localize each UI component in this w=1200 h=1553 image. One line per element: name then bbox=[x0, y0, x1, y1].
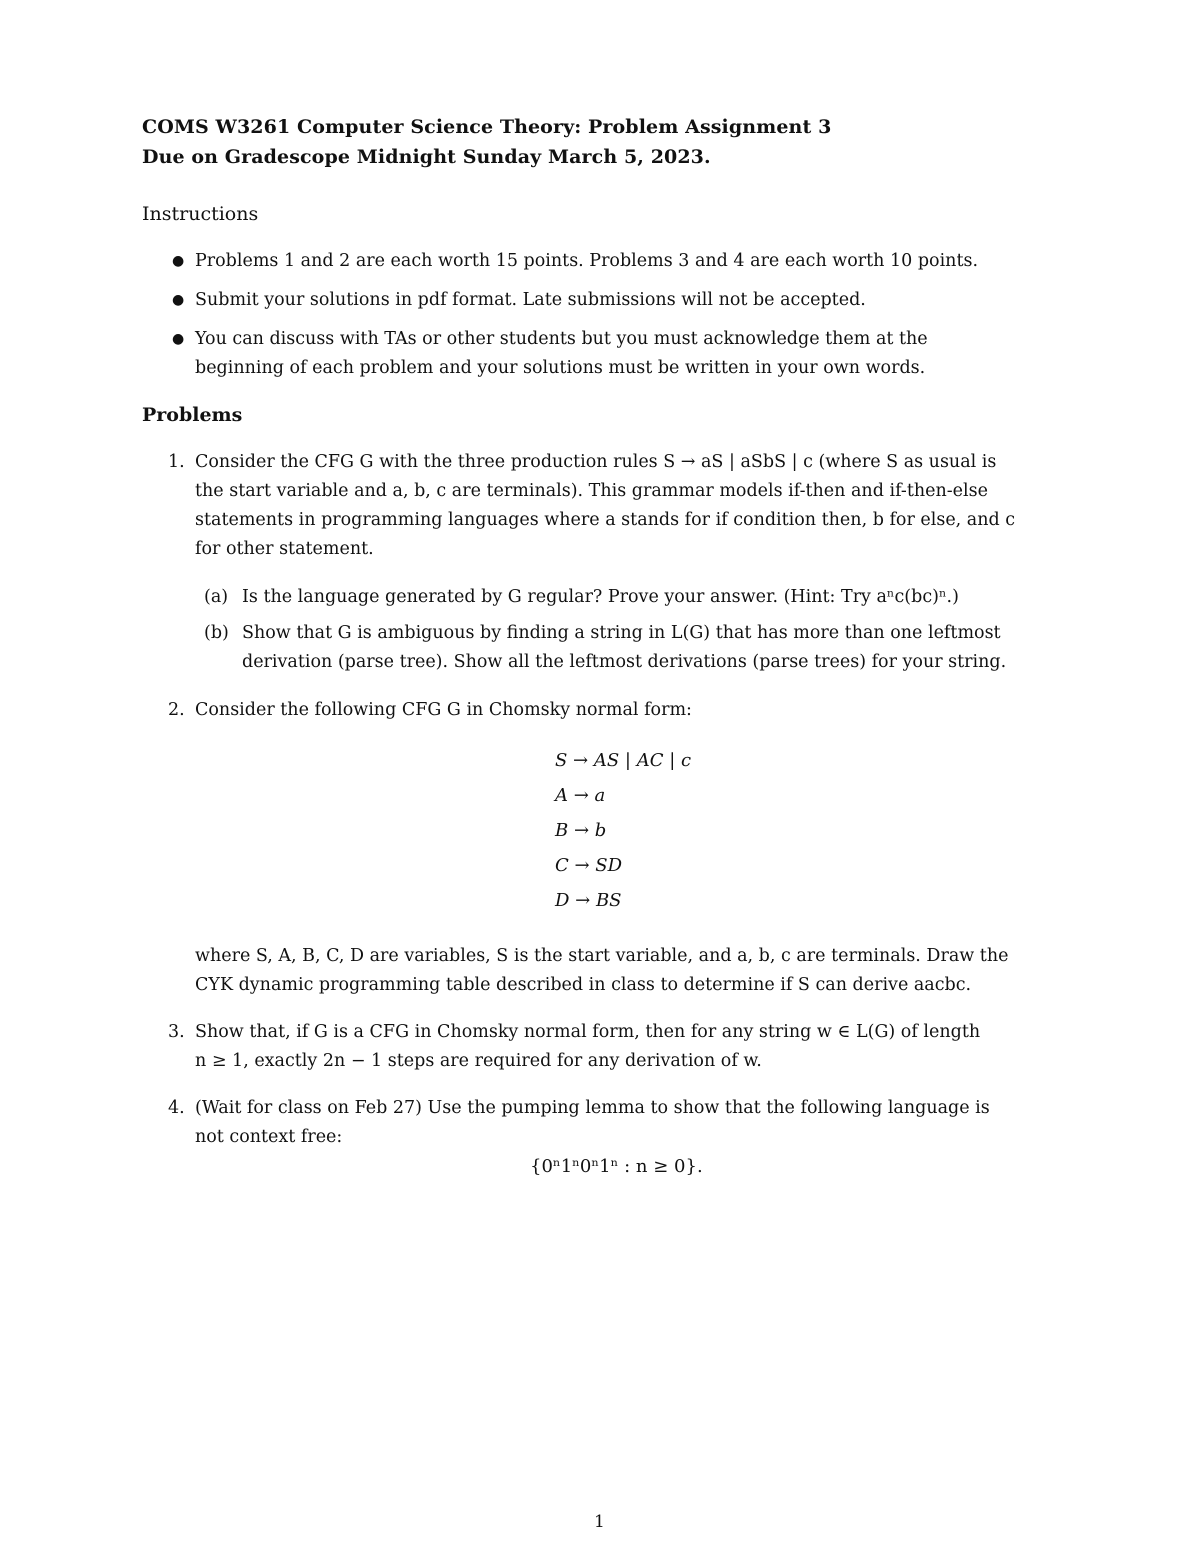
problem-1b-line1: Show that G is ambiguous by finding a string in L(G) that has more than one leftmost bbox=[242, 623, 1001, 643]
due-date-line: Due on Gradescope Midnight Sunday March 5, 2023. bbox=[142, 146, 711, 168]
language-formula: {0ⁿ1ⁿ0ⁿ1ⁿ : n ≥ 0}. bbox=[530, 1156, 703, 1177]
problem-2-intro: Consider the following CFG G in Chomsky normal form: bbox=[195, 700, 692, 720]
problems-heading: Problems bbox=[142, 404, 243, 426]
subproblem-label: (b) bbox=[204, 623, 229, 643]
problem-number: 2. bbox=[168, 700, 185, 720]
page-number: 1 bbox=[594, 1512, 605, 1532]
problem-1-line2: the start variable and a, b, c are terminals). This grammar models if-then and if-then-else bbox=[195, 481, 988, 501]
problem-1b-line2: derivation (parse tree). Show all the leftmost derivations (parse trees) for your string. bbox=[242, 652, 1007, 672]
problem-number: 3. bbox=[168, 1022, 185, 1042]
grammar-rule: D → BS bbox=[555, 890, 622, 911]
grammar-rule: B → b bbox=[555, 820, 607, 841]
problem-number: 1. bbox=[168, 452, 185, 472]
problem-3-line1: Show that, if G is a CFG in Chomsky normal form, then for any string w ∈ L(G) of length bbox=[195, 1022, 981, 1042]
bullet-icon: ● bbox=[172, 292, 185, 308]
problem-4-line2: not context free: bbox=[195, 1127, 343, 1147]
problem-1-line4: for other statement. bbox=[195, 539, 374, 559]
instruction-item: Problems 1 and 2 are each worth 15 points. Problems 3 and 4 are each worth 10 points. bbox=[195, 251, 979, 271]
problem-number: 4. bbox=[168, 1098, 185, 1118]
problem-4-line1: (Wait for class on Feb 27) Use the pumping lemma to show that the following language is bbox=[195, 1098, 990, 1118]
grammar-rule: A → a bbox=[555, 785, 606, 806]
instructions-heading: Instructions bbox=[142, 203, 259, 225]
bullet-icon: ● bbox=[172, 331, 185, 347]
problem-1-line3: statements in programming languages where a stands for if condition then, b for else, and c bbox=[195, 510, 1016, 530]
subproblem-label: (a) bbox=[204, 587, 229, 607]
grammar-rule: C → SD bbox=[555, 855, 623, 876]
instruction-item-line2: beginning of each problem and your solutions must be written in your own words. bbox=[195, 358, 926, 378]
problem-1a-text: Is the language generated by G regular? Prove your answer. (Hint: Try aⁿc(bc)ⁿ.) bbox=[242, 587, 959, 607]
assignment-title: COMS W3261 Computer Science Theory: Problem Assignment 3 bbox=[142, 116, 832, 138]
problem-1-line1: Consider the CFG G with the three production rules S → aS | aSbS | c (where S as usual is bbox=[195, 452, 997, 472]
instruction-item: Submit your solutions in pdf format. Late submissions will not be accepted. bbox=[195, 290, 866, 310]
bullet-icon: ● bbox=[172, 253, 185, 269]
problem-3-line2: n ≥ 1, exactly 2n − 1 steps are required for any derivation of w. bbox=[195, 1051, 762, 1071]
instruction-item-line1: You can discuss with TAs or other students but you must acknowledge them at the bbox=[195, 329, 928, 349]
grammar-rule: S → AS | AC | c bbox=[555, 750, 692, 771]
problem-2-after-line1: where S, A, B, C, D are variables, S is the start variable, and a, b, c are terminals. Draw the bbox=[195, 946, 1009, 966]
problem-2-after-line2: CYK dynamic programming table described in class to determine if S can derive aacbc. bbox=[195, 975, 972, 995]
